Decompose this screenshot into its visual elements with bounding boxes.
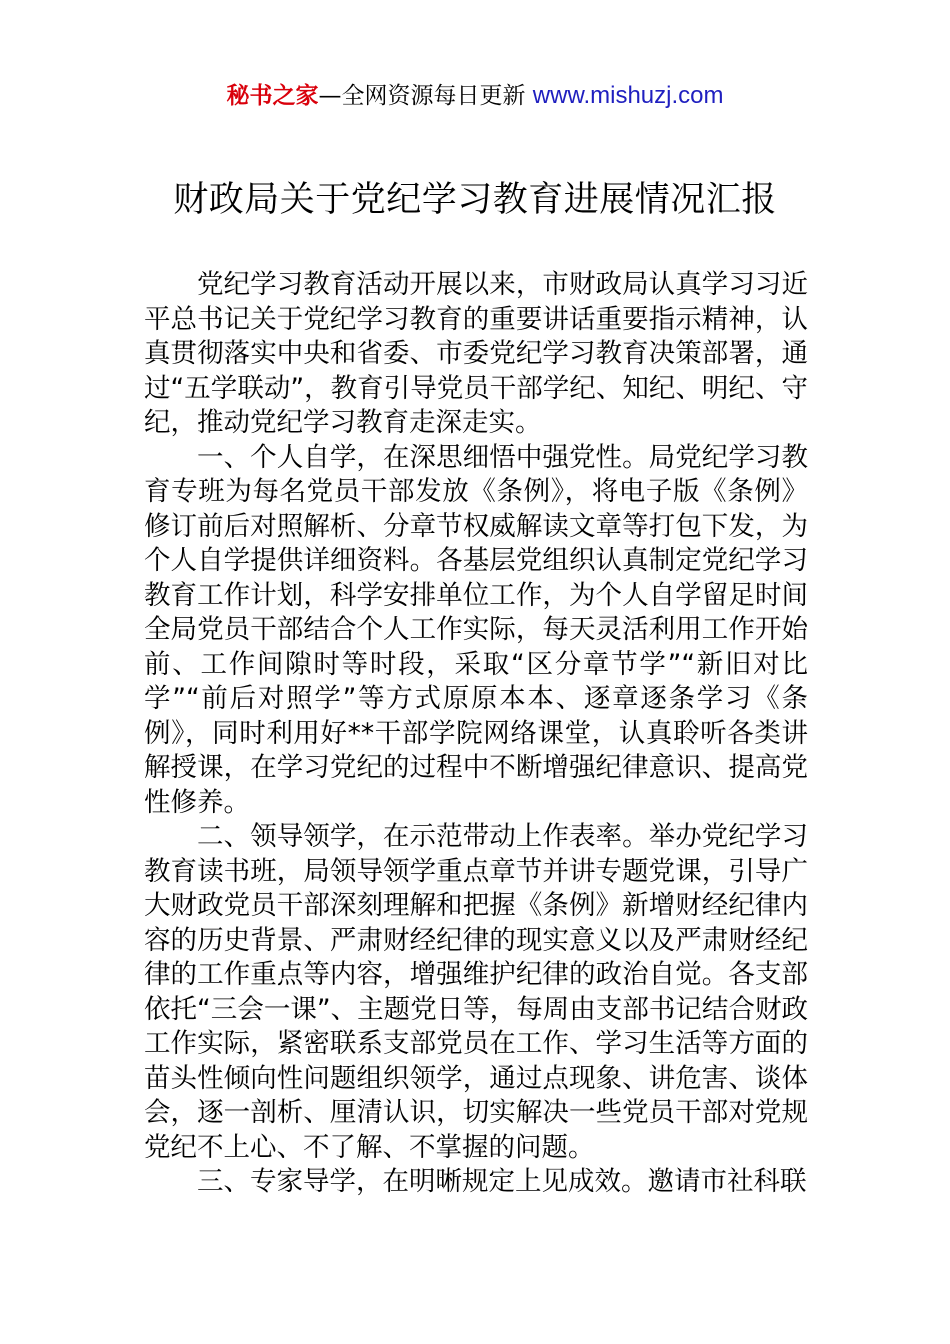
document-title: 财政局关于党纪学习教育进展情况汇报	[173, 180, 777, 220]
site-header	[0, 78, 950, 114]
paragraph-section-3: 三、专家导学，在明晰规定上见成效。邀请市社科联	[197, 1166, 807, 1197]
document-body	[144, 268, 808, 1200]
site-url-link[interactable]: www.mishuzj.com	[532, 82, 724, 109]
paragraph-section-2: 二、领导领学，在示范带动上作表率。举办党纪学习教育读书班，局领导领学重点章节并讲专题党课，引导广大财政党员干部深刻理解和把握《条例》新增财经纪律内容的历史背景、严肃财经纪律的现实意义以及严肃财经纪律的工作重点等内容，增强维护纪律的政治自觉。各支部依托“三会一课”、主题党日等，每周由支部书记结合财政工作实际，紧密联系支部党员在工作、学习生活等方面的苗头性倾向性问题组织领学，通过点现象、讲危害、谈体会，逐一剖析、厘清认识，切实解决一些党员干部对党规党纪不上心、不了解、不掌握的问题。	[144, 821, 808, 1163]
paragraph-intro: 党纪学习教育活动开展以来，市财政局认真学习习近平总书记关于党纪学习教育的重要讲话重要指示精神，认真贯彻落实中央和省委、市委党纪学习教育决策部署，通过“五学联动”，教育引导党员干部学纪、知纪、明纪、守纪，推动党纪学习教育走深走实。	[144, 269, 808, 438]
paragraph-section-1: 一、个人自学，在深思细悟中强党性。局党纪学习教育专班为每名党员干部发放《条例》，将电子版《条例》修订前后对照解析、分章节权威解读文章等打包下发，为个人自学提供详细资料。各基层党组织认真制定党纪学习教育工作计划，科学安排单位工作，为个人自学留足时间全局党员干部结合个人工作实际，每天灵活利用工作开始前、工作间隙时等时段，采取“区分章节学”“新旧对比学”“前后对照学”等方式原原本本、逐章逐条学习《条例》，同时利用好**干部学院网络课堂，认真聆听各类讲解授课，在学习党纪的过程中不断增强纪律意识、提高党性修养。	[144, 441, 808, 818]
site-tagline: —全网资源每日更新	[318, 83, 526, 109]
site-brand: 秘书之家	[226, 83, 319, 109]
